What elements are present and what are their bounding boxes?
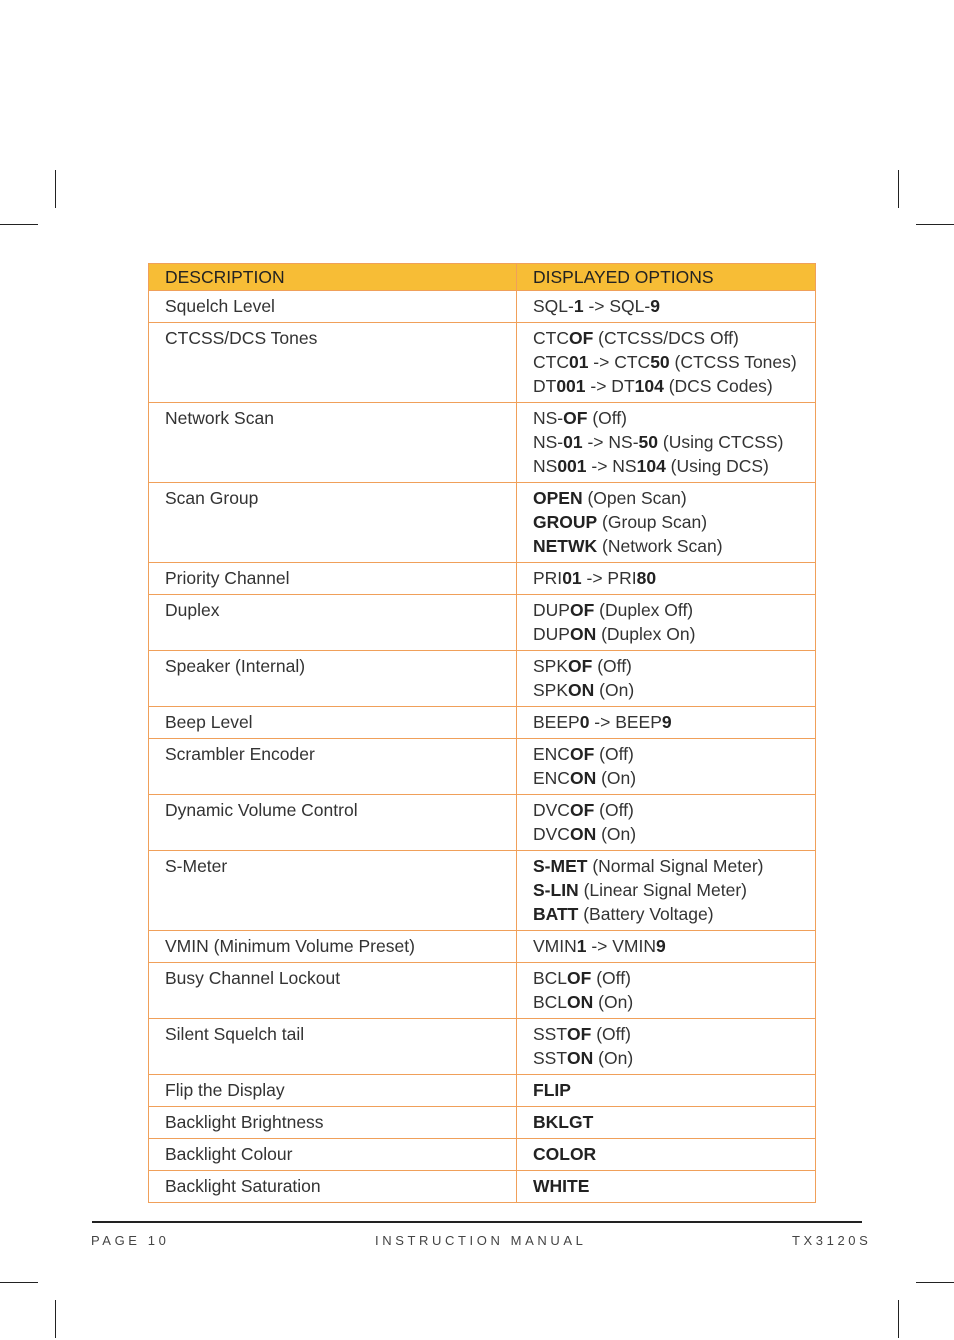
row-description: Priority Channel — [149, 563, 517, 595]
option-line — [533, 1174, 815, 1198]
option-code: 001 — [557, 456, 587, 476]
option-code: S-MET — [533, 856, 588, 876]
row-options — [517, 851, 816, 931]
option-line — [533, 406, 815, 430]
option-code: S-LIN — [533, 880, 579, 900]
table-row — [149, 1139, 816, 1171]
footer-page-number: PAGE 10 — [91, 1233, 170, 1248]
option-code: 0 — [579, 712, 590, 732]
option-line — [533, 430, 815, 454]
option-code: OF — [569, 600, 595, 620]
option-text: SPK — [533, 680, 569, 700]
option-text: (CTCSS Tones) — [669, 352, 797, 372]
option-code: WHITE — [533, 1176, 590, 1196]
option-line — [533, 598, 815, 622]
option-text: SST — [533, 1024, 568, 1044]
option-text: -> BEEP — [589, 712, 662, 732]
option-text: (On) — [596, 824, 637, 844]
table-row — [149, 795, 816, 851]
option-code: ON — [567, 1048, 594, 1068]
row-description: Dynamic Volume Control — [149, 795, 517, 851]
table-row — [149, 931, 816, 963]
row-description: VMIN (Minimum Volume Preset) — [149, 931, 517, 963]
option-text: (Off) — [592, 656, 632, 676]
row-description: Speaker (Internal) — [149, 651, 517, 707]
row-options — [517, 739, 816, 795]
table-row — [149, 739, 816, 795]
option-line — [533, 350, 815, 374]
row-options — [517, 795, 816, 851]
crop-mark — [0, 224, 38, 225]
option-text: (Duplex Off) — [594, 600, 694, 620]
option-text: -> SQL- — [583, 296, 651, 316]
option-line — [533, 622, 815, 646]
row-options — [517, 1107, 816, 1139]
option-code: FLIP — [533, 1080, 571, 1100]
option-text: (DCS Codes) — [663, 376, 773, 396]
option-line — [533, 294, 815, 318]
option-line — [533, 798, 815, 822]
option-code: OF — [563, 408, 588, 428]
option-code: 104 — [634, 376, 664, 396]
table-row — [149, 483, 816, 563]
row-description: Beep Level — [149, 707, 517, 739]
option-code: OF — [569, 800, 595, 820]
option-text: (Off) — [591, 968, 631, 988]
option-text: (Open Scan) — [582, 488, 687, 508]
option-text: (On) — [593, 992, 634, 1012]
option-line — [533, 878, 815, 902]
option-line — [533, 678, 815, 702]
option-text: (Using CTCSS) — [658, 432, 784, 452]
option-code: OF — [569, 744, 595, 764]
row-description: Backlight Colour — [149, 1139, 517, 1171]
option-line — [533, 1022, 815, 1046]
option-text: (Off) — [594, 744, 634, 764]
option-code: GROUP — [533, 512, 598, 532]
option-code: OF — [568, 656, 593, 676]
option-code: 104 — [636, 456, 666, 476]
crop-mark — [0, 1282, 38, 1283]
option-line — [533, 742, 815, 766]
table-row — [149, 851, 816, 931]
option-text: (Off) — [587, 408, 627, 428]
option-line — [533, 454, 815, 478]
table-row — [149, 1107, 816, 1139]
option-text: -> DT — [585, 376, 635, 396]
row-options — [517, 595, 816, 651]
row-options — [517, 1075, 816, 1107]
option-text: (Group Scan) — [597, 512, 708, 532]
option-text: PRI — [533, 568, 563, 588]
option-text: -> PRI — [581, 568, 637, 588]
crop-mark — [916, 1282, 954, 1283]
table-row — [149, 291, 816, 323]
row-options — [517, 651, 816, 707]
option-line — [533, 534, 815, 558]
option-text: (Linear Signal Meter) — [578, 880, 747, 900]
option-line — [533, 766, 815, 790]
option-code: OF — [568, 328, 594, 348]
header-description: DESCRIPTION — [149, 264, 517, 291]
option-text: VMIN — [533, 936, 577, 956]
option-text: NS- — [533, 432, 564, 452]
option-line — [533, 934, 815, 958]
footer-title: INSTRUCTION MANUAL — [375, 1233, 587, 1248]
option-code: ON — [569, 624, 597, 644]
option-line — [533, 1046, 815, 1070]
table-row — [149, 1171, 816, 1203]
option-code: 50 — [638, 432, 658, 452]
option-text: -> VMIN — [586, 936, 657, 956]
option-text: CTC — [533, 352, 569, 372]
option-line — [533, 1142, 815, 1166]
option-code: 001 — [556, 376, 586, 396]
option-text: (Off) — [594, 800, 634, 820]
option-code: BKLGT — [533, 1112, 594, 1132]
option-text: DUP — [533, 600, 570, 620]
option-code: 9 — [650, 296, 660, 316]
row-description: S-Meter — [149, 851, 517, 931]
option-line — [533, 854, 815, 878]
option-line — [533, 374, 815, 398]
crop-mark — [898, 1300, 899, 1338]
footer-rule — [92, 1221, 862, 1223]
row-description: Scrambler Encoder — [149, 739, 517, 795]
row-options — [517, 323, 816, 403]
option-text: -> NS- — [582, 432, 639, 452]
row-description: Busy Channel Lockout — [149, 963, 517, 1019]
row-description: Scan Group — [149, 483, 517, 563]
option-text: -> NS — [586, 456, 637, 476]
option-code: 01 — [563, 432, 583, 452]
header-displayed-options: DISPLAYED OPTIONS — [517, 264, 816, 291]
option-code: OF — [567, 1024, 592, 1044]
option-text: BCL — [533, 968, 568, 988]
row-description: Silent Squelch tail — [149, 1019, 517, 1075]
option-code: 9 — [656, 936, 666, 956]
option-code: 1 — [573, 296, 584, 316]
option-code: ON — [568, 680, 595, 700]
option-text: DT — [533, 376, 557, 396]
option-code: COLOR — [533, 1144, 597, 1164]
table-row — [149, 563, 816, 595]
option-line — [533, 902, 815, 926]
row-options — [517, 707, 816, 739]
table-row — [149, 595, 816, 651]
option-line — [533, 486, 815, 510]
options-table — [148, 263, 816, 1203]
option-code: 1 — [576, 936, 587, 956]
option-text: CTC — [533, 328, 569, 348]
row-options — [517, 963, 816, 1019]
option-text: SST — [533, 1048, 568, 1068]
row-description: Flip the Display — [149, 1075, 517, 1107]
option-code: OPEN — [533, 488, 583, 508]
row-description: Squelch Level — [149, 291, 517, 323]
table-row — [149, 403, 816, 483]
option-code: ON — [569, 824, 597, 844]
option-text: ENC — [533, 768, 570, 788]
row-description: Duplex — [149, 595, 517, 651]
option-text: ENC — [533, 744, 570, 764]
option-text: DVC — [533, 800, 570, 820]
option-code: ON — [567, 992, 594, 1012]
option-text: (On) — [594, 680, 635, 700]
row-options — [517, 1019, 816, 1075]
crop-mark — [55, 1300, 56, 1338]
option-code: 80 — [636, 568, 657, 588]
table-row — [149, 707, 816, 739]
row-description: Network Scan — [149, 403, 517, 483]
option-text: (Duplex On) — [596, 624, 696, 644]
option-line — [533, 510, 815, 534]
option-text: (Network Scan) — [597, 536, 723, 556]
option-line — [533, 822, 815, 846]
option-code: ON — [569, 768, 597, 788]
option-text: (On) — [593, 1048, 634, 1068]
option-code: 01 — [562, 568, 582, 588]
option-text: -> CTC — [588, 352, 651, 372]
table-row — [149, 651, 816, 707]
option-line — [533, 326, 815, 350]
table-header-row — [149, 264, 816, 291]
option-text: SPK — [533, 656, 569, 676]
table-row — [149, 323, 816, 403]
option-code: BATT — [533, 904, 579, 924]
option-text: DUP — [533, 624, 570, 644]
option-text: BCL — [533, 992, 568, 1012]
crop-mark — [898, 170, 899, 208]
option-line — [533, 566, 815, 590]
row-description: Backlight Saturation — [149, 1171, 517, 1203]
option-line — [533, 654, 815, 678]
option-text: SQL- — [533, 296, 574, 316]
row-options — [517, 1171, 816, 1203]
option-text: (Using DCS) — [665, 456, 769, 476]
option-code: 9 — [661, 712, 672, 732]
option-text: (Battery Voltage) — [578, 904, 714, 924]
option-line — [533, 1078, 815, 1102]
row-description: Backlight Brightness — [149, 1107, 517, 1139]
option-line — [533, 990, 815, 1014]
row-options — [517, 931, 816, 963]
option-text: (Off) — [591, 1024, 631, 1044]
option-text: DVC — [533, 824, 570, 844]
option-line — [533, 1110, 815, 1134]
option-code: 50 — [650, 352, 670, 372]
row-description: CTCSS/DCS Tones — [149, 323, 517, 403]
option-text: BEEP — [533, 712, 580, 732]
crop-mark — [916, 224, 954, 225]
row-options — [517, 483, 816, 563]
table-row — [149, 1019, 816, 1075]
option-text: (On) — [596, 768, 637, 788]
option-code: NETWK — [533, 536, 598, 556]
row-options — [517, 563, 816, 595]
footer-model: TX3120S — [792, 1233, 872, 1248]
table-row — [149, 963, 816, 1019]
crop-mark — [55, 170, 56, 208]
option-text: (Normal Signal Meter) — [587, 856, 764, 876]
option-code: OF — [567, 968, 592, 988]
option-code: 01 — [568, 352, 589, 372]
option-line — [533, 710, 815, 734]
option-text: (CTCSS/DCS Off) — [593, 328, 739, 348]
option-line — [533, 966, 815, 990]
option-text: NS — [533, 456, 558, 476]
row-options — [517, 403, 816, 483]
row-options — [517, 291, 816, 323]
option-text: NS- — [533, 408, 564, 428]
row-options — [517, 1139, 816, 1171]
table-row — [149, 1075, 816, 1107]
